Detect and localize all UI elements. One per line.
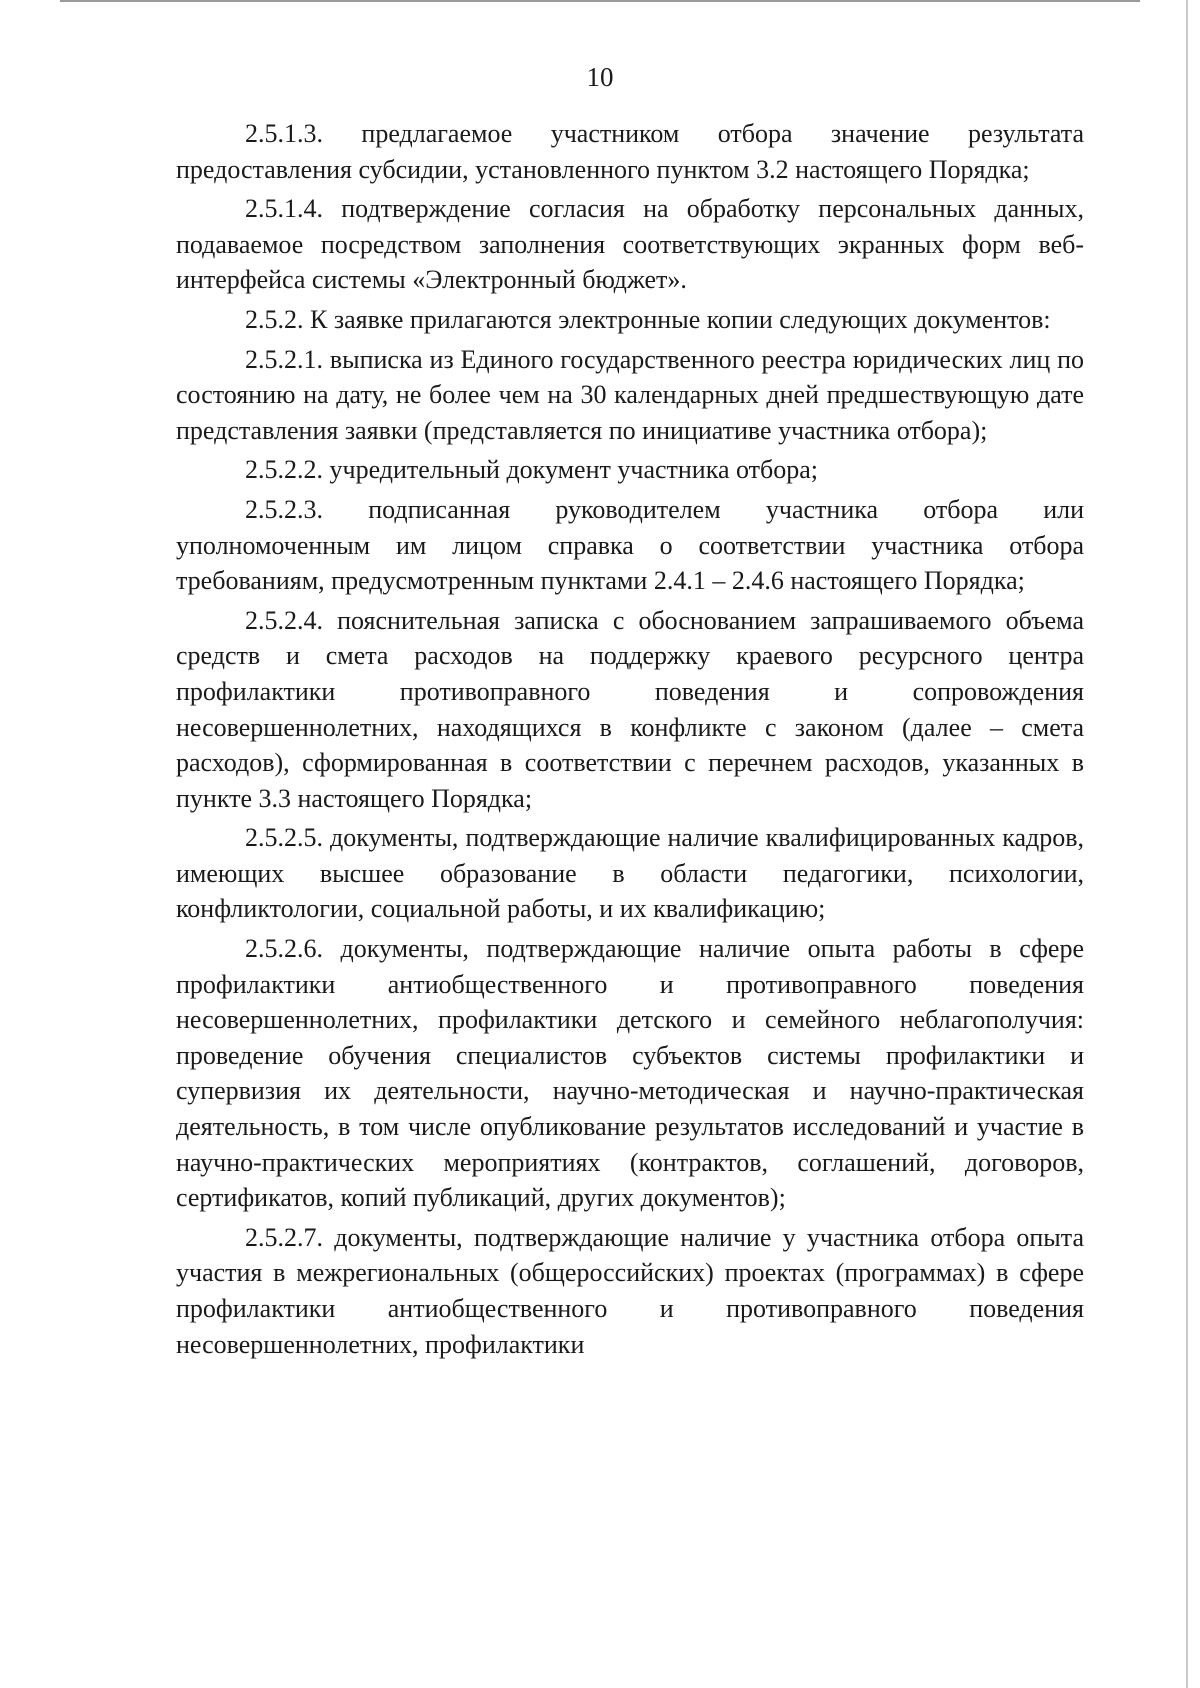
paragraph-2-5-2-1	[176, 342, 1084, 449]
paragraph-number: 2.5.1.3.	[245, 119, 323, 148]
paragraph-text: учредительный документ участника отбора;	[329, 455, 819, 485]
paragraph-number: 2.5.2.3.	[245, 494, 323, 524]
paragraph-text: пояснительная записка с обоснованием запрашиваемого объема средств и смета расходов на поддержку краевого ресурсного центра профилактики противоправного поведения и сопровождения несовершеннолетних, находящихся в конфликте с законом (далее – смета расходов), сформированная в соответствии с перечнем расходов, указанных в пункте 3.3 настоящего Порядка;	[176, 605, 1084, 813]
paragraph-number: 2.5.2.6.	[245, 934, 323, 964]
scan-right-edge	[1186, 0, 1188, 1688]
paragraph-number: 2.5.2.7.	[245, 1222, 323, 1252]
paragraph-number: 2.5.2.5.	[245, 823, 323, 853]
page-number: 10	[586, 62, 614, 92]
paragraph-text: предлагаемое участником отбора значение результата предоставления субсидии, установленного пунктом 3.2 настоящего Порядка;	[176, 119, 1085, 184]
paragraph-2-5-2	[176, 302, 1084, 338]
paragraph-2-5-2-4	[176, 603, 1084, 817]
paragraph-text: документы, подтверждающие наличие у участника отбора опыта участия в межрегиональных (общероссийских) проектах (программах) в сфере профилактики антиобщественного и противоправного поведения несовершеннолетних, профилактики	[176, 1222, 1084, 1359]
paragraph-text: подтверждение согласия на обработку персональных данных, подаваемое посредством заполнения соответствующих экранных форм веб-интерфейса системы «Электронный бюджет».	[176, 194, 1084, 295]
paragraph-number: 2.5.2.	[245, 304, 304, 334]
paragraph-number: 2.5.2.1.	[245, 344, 323, 374]
paragraph-number: 2.5.2.4.	[245, 605, 323, 635]
scan-top-edge	[60, 0, 1140, 2]
paragraph-number: 2.5.2.2.	[245, 455, 323, 485]
document-body	[176, 116, 1084, 1366]
paragraph-2-5-2-3	[176, 492, 1084, 599]
paragraph-text: документы, подтверждающие наличие опыта работы в сфере профилактики антиобщественного и противоправного поведения несовершеннолетних, профилактики детского и семейного неблагополучия: проведение обучения специалистов субъектов системы профилактики и супервизия их деятельности, научно-методическая и научно-практическая деятельность, в том числе опубликование результатов исследований и участие в научно-практических мероприятиях (контрактов, соглашений, договоров, сертификатов, копий публикаций, других документов);	[176, 934, 1085, 1213]
paragraph-text: подписанная руководителем участника отбора или уполномоченным им лицом справка о соответствии участника отбора требованиям, предусмотренным пунктами 2.4.1 – 2.4.6 настоящего Порядка;	[176, 494, 1084, 596]
paragraph-text: документы, подтверждающие наличие квалифицированных кадров, имеющих высшее образование в области педагогики, психологии, конфликтологии, социальной работы, и их квалификацию;	[176, 823, 1085, 924]
paragraph-2-5-2-7	[176, 1220, 1084, 1362]
paragraph-text: выписка из Единого государственного реестра юридических лиц по состоянию на дату, не более чем на 30 календарных дней предшествующую дате представления заявки (представляется по инициативе участника отбора);	[176, 344, 1085, 445]
paragraph-number: 2.5.1.4.	[245, 194, 323, 224]
paragraph-2-5-1-4	[176, 191, 1084, 298]
paragraph-2-5-2-2	[176, 452, 1084, 488]
paragraph-2-5-2-5	[176, 820, 1084, 927]
paragraph-text: К заявке прилагаются электронные копии следующих документов:	[310, 304, 1051, 334]
paragraph-2-5-2-6	[176, 931, 1084, 1216]
paragraph-2-5-1-3	[176, 116, 1084, 187]
